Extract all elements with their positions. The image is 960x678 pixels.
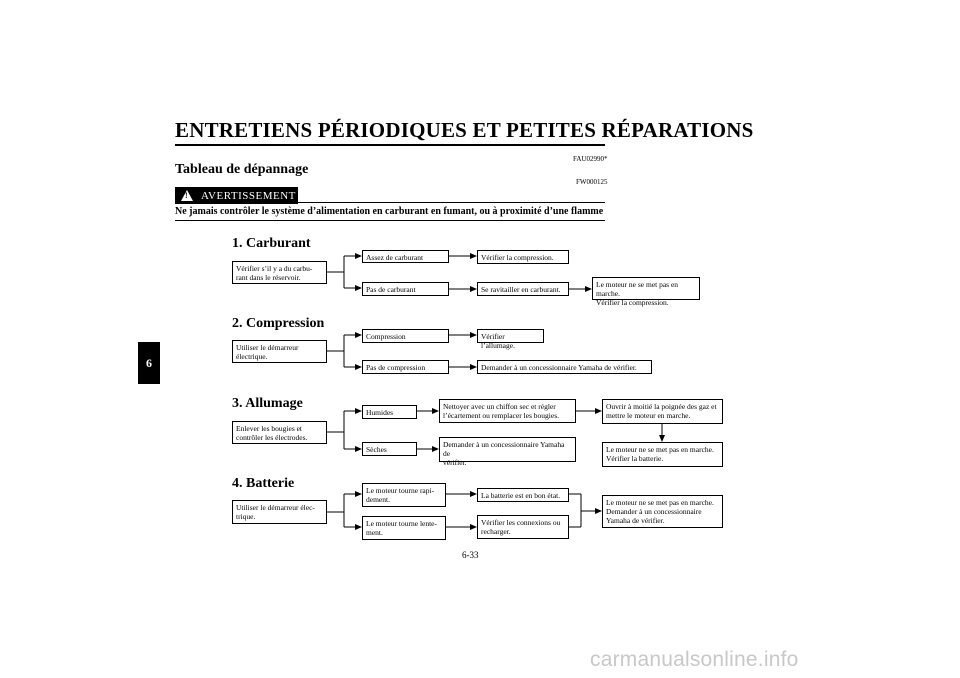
carburant-result-box: Le moteur ne se met pas en marche. Vérifier la compression.	[592, 277, 700, 300]
allumage-start-box: Enlever les bougies et contrôler les électrodes.	[232, 421, 327, 444]
batterie-yes-box: Le moteur tourne rapi- dement.	[362, 483, 446, 507]
compression-yes-box: Compression	[362, 329, 449, 343]
warning-text: Ne jamais contrôler le système d’alimentation en carburant en fumant, ou à proximité d’une flamme	[175, 206, 604, 217]
compression-start-box: Utiliser le démarreur électrique.	[232, 340, 327, 363]
chapter-tab: 6	[138, 342, 160, 384]
carburant-no-box: Pas de carburant	[362, 282, 449, 296]
watermark: carmanualsonline.info	[590, 648, 799, 671]
allumage-no-box: Sèches	[362, 442, 417, 456]
allumage-result1-box: Ouvrir à moitié la poignée des gaz et mettre le moteur en marche.	[602, 399, 723, 424]
page-title: ENTRETIENS PÉRIODIQUES ET PETITES RÉPARATIONS	[175, 118, 754, 142]
batterie-yes-action-box: La batterie est en bon état.	[477, 488, 569, 502]
allumage-yes-action-box: Nettoyer avec un chiffon sec et régler l’écartement ou remplacer les bougies.	[439, 399, 576, 423]
section-title: Tableau de dépannage	[175, 162, 309, 177]
warning-icon: !	[181, 190, 193, 201]
section-compression-title: 2. Compression	[232, 316, 325, 331]
carburant-yes-action-box: Vérifier la compression.	[477, 250, 569, 264]
carburant-yes-box: Assez de carburant	[362, 250, 449, 263]
compression-no-box: Pas de compression	[362, 360, 449, 374]
page-number: 6-33	[462, 550, 479, 560]
compression-no-action-box: Demander à un concessionnaire Yamaha de vérifier.	[477, 360, 652, 374]
batterie-result-box: Le moteur ne se met pas en marche. Demander à un concessionnaire Yamaha de vérifier.	[602, 495, 723, 528]
compression-yes-action-box: Vérifier l’allumage.	[477, 329, 544, 343]
section-batterie-title: 4. Batterie	[232, 476, 295, 491]
reference-code: FAU02990*	[573, 155, 608, 163]
carburant-no-action-box: Se ravitailler en carburant.	[477, 282, 569, 296]
section-carburant-title: 1. Carburant	[232, 236, 311, 251]
allumage-yes-box: Humides	[362, 405, 417, 419]
allumage-result2-box: Le moteur ne se met pas en marche. Vérifier la batterie.	[602, 442, 723, 467]
carburant-start-box: Vérifier s’il y a du carbu- rant dans le réservoir.	[232, 261, 327, 284]
warning-code: FW000125	[576, 178, 608, 186]
allumage-no-action-box: Demander à un concessionnaire Yamaha de vérifier.	[439, 437, 576, 462]
batterie-no-action-box: Vérifier les connexions ou recharger.	[477, 515, 569, 539]
section-allumage-title: 3. Allumage	[232, 396, 303, 411]
batterie-start-box: Utiliser le démarreur élec- trique.	[232, 500, 327, 524]
batterie-no-box: Le moteur tourne lente- ment.	[362, 516, 446, 540]
warning-badge-label: AVERTISSEMENT	[201, 189, 296, 202]
